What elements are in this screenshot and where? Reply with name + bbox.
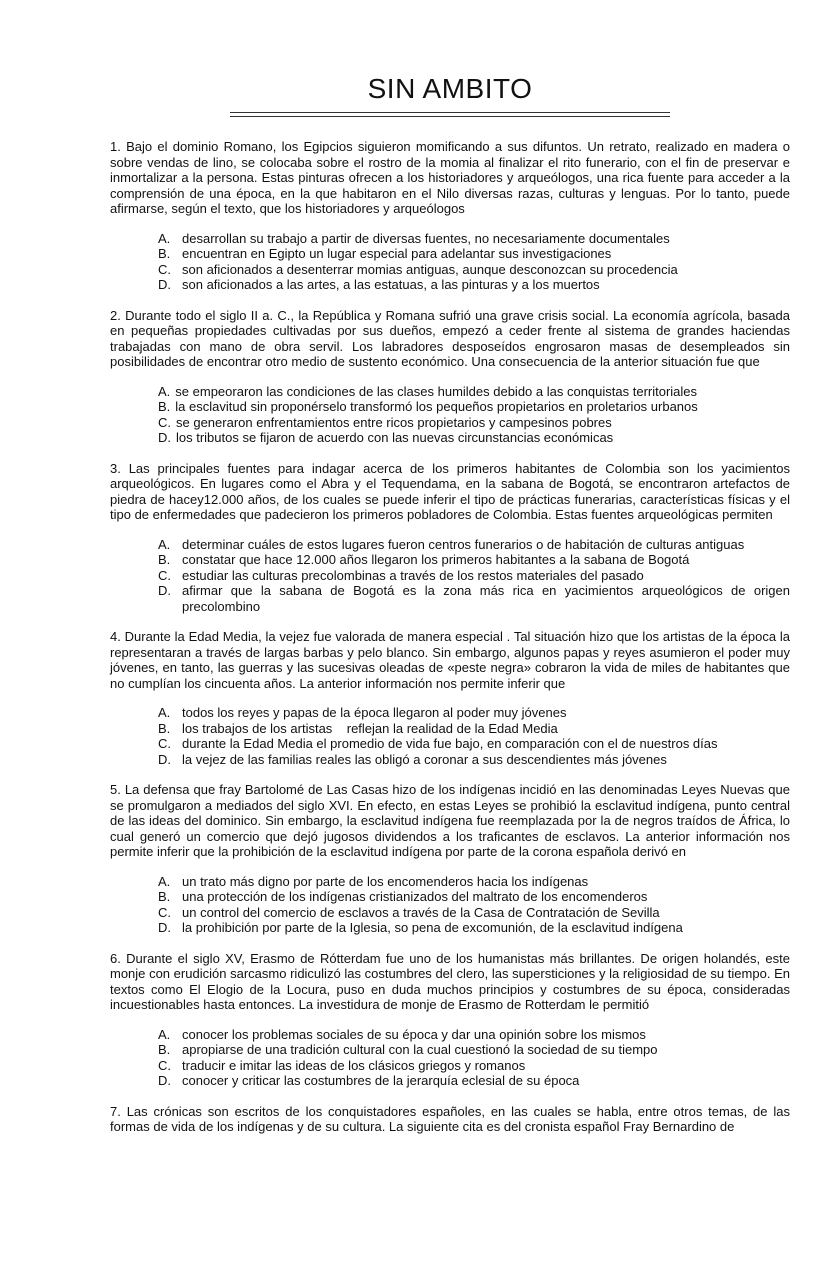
option-letter: D. [158, 1073, 171, 1088]
question-1-text: 1. Bajo el dominio Romano, los Egipcios siguieron momificando a sus difuntos. Un retrato, realizado en madera o sobre vendas de lino, se colocaba sobre el rostro de la momia al finalizar el rito funerario, con el fin de preservar e inmortalizar a la persona. Estas pinturas ofrecen a los historiadores y arqueólogos, una rica fuente para acceder a la comprensión de una época, en la que habitaron en el Nilo diversas razas, culturas y lenguas. Por lo tanto, puede afirmarse, según el texto, que los historiadores y arqueólogos [110, 139, 790, 216]
option-text: constatar que hace 12.000 años llegaron los primeros habitantes a la sabana de Bogotá [182, 552, 690, 567]
option-item[interactable] [158, 705, 790, 721]
option-item[interactable] [158, 1042, 790, 1058]
option-letter: B. [158, 889, 171, 904]
option-text: conocer y criticar las costumbres de la jerarquía eclesial de su época [182, 1073, 580, 1088]
question-3-options [110, 537, 790, 615]
option-letter: A. [158, 230, 171, 246]
option-text: la vejez de las familias reales las obligó a coronar a sus descendientes más jóvenes [182, 751, 667, 767]
page-title: SIN AMBITO [367, 73, 533, 104]
question-5-options [110, 874, 790, 936]
option-text: los tributos se fijaron de acuerdo con las nuevas circunstancias económicas [176, 430, 614, 445]
option-text: la prohibición por parte de la Iglesia, so pena de excomunión, de la esclavitud indígena [182, 920, 683, 935]
option-text: un trato más digno por parte de los encomenderos hacia los indígenas [182, 873, 589, 889]
option-letter: A. [158, 383, 171, 399]
option-text: durante la Edad Media el promedio de vida fue bajo, en comparación con el de nuestros días [182, 736, 718, 751]
option-text: apropiarse de una tradición cultural con la cual cuestionó la sociedad de su tiempo [182, 1042, 658, 1057]
question-6-options [110, 1027, 790, 1089]
question-3-text: 3. Las principales fuentes para indagar acerca de los primeros habitantes de Colombia son los yacimientos arqueológicos. En lugares como el Abra y el Tequendama, en la sabana de Bogotá, se encontraron artefactos de piedra de hacey12.000 años, de los cuales se puede inferir el tipo de prácticas funerarias, características físicas y el tipo de enfermedades que padecieron los primeros pobladores de Colombia. Estas fuentes arqueológicas permiten [110, 460, 790, 522]
option-item[interactable] [158, 905, 790, 921]
option-item[interactable] [158, 568, 790, 584]
question-4-text: 4. Durante la Edad Media, la vejez fue valorada de manera especial . Tal situación hizo que los artistas de la época la representaran a través de largas barbas y pelo blanco. Sin embargo, algunos papas y reyes asumieron el poder muy jóvenes, en tanto, las guerras y las sucesivas oleadas de «peste negra» cobraron la vida de miles de habitantes que no cumplían los cincuenta años. La anterior información nos permite inferir que [110, 629, 790, 691]
option-item[interactable] [158, 874, 790, 890]
option-item[interactable] [158, 262, 790, 278]
option-item[interactable] [158, 537, 790, 553]
option-letter: D. [158, 920, 171, 935]
option-item[interactable] [158, 1027, 790, 1043]
option-letter: A. [158, 873, 171, 889]
option-letter: A. [158, 705, 171, 720]
option-letter: B. [158, 1042, 171, 1057]
option-item[interactable] [158, 583, 790, 614]
option-text: desarrollan su trabajo a partir de diversas fuentes, no necesariamente documentales [182, 230, 670, 246]
option-text: son aficionados a desenterrar momias antiguas, aunque desconozcan su procedencia [182, 261, 678, 277]
option-text: todos los reyes y papas de la época llegaron al poder muy jóvenes [182, 705, 567, 720]
option-item[interactable] [158, 889, 790, 905]
option-text: los trabajos de los artistas reflejan la realidad de la Edad Media [182, 720, 558, 736]
option-letter: B. [158, 552, 171, 567]
option-letter: B. [158, 399, 171, 414]
option-text: estudiar las culturas precolombinas a través de los restos materiales del pasado [182, 567, 644, 583]
option-letter: C. [158, 904, 171, 920]
option-letter: D. [158, 277, 171, 292]
option-letter: A. [158, 536, 171, 552]
option-letter: D. [158, 430, 171, 445]
question-1-options [110, 231, 790, 293]
option-letter: C. [158, 567, 171, 583]
option-item[interactable] [158, 231, 790, 247]
question-7-text: 7. Las crónicas son escritos de los conquistadores españoles, en las cuales se habla, entre otros temas, de las formas de vida de los indígenas y de su cultura. La siguiente cita es del cronista español Fray Bernardino de [110, 1103, 790, 1134]
option-letter: D. [158, 583, 171, 598]
option-text: conocer los problemas sociales de su época y dar una opinión sobre los mismos [182, 1026, 646, 1042]
option-item[interactable] [158, 1058, 790, 1074]
question-5-text: 5. La defensa que fray Bartolomé de Las Casas hizo de los indígenas incidió en las denominadas Leyes Nuevas que se promulgaron a mediados del siglo XVI. En efecto, en estas Leyes se prohibió la esclavitud indígena, punto central de las ideas del dominico. Sin embargo, la esclavitud indígena fue reemplazada por la de negros traídos de África, lo cual generó un comercio que dejó jugosos dividendos a los traficantes de esclavos. La anterior información nos permite inferir que la prohibición de la esclavitud indígena por parte de la corona española derivó en [110, 782, 790, 859]
option-letter: A. [158, 1026, 171, 1042]
option-text: se generaron enfrentamientos entre ricos propietarios y campesinos pobres [176, 414, 612, 430]
option-text: la esclavitud sin proponérselo transformó los pequeños propietarios en proletarios urbanos [175, 399, 698, 414]
option-item[interactable] [158, 552, 790, 568]
option-item[interactable] [158, 920, 790, 936]
option-item[interactable] [158, 721, 790, 737]
option-item[interactable] [158, 736, 790, 752]
option-letter: C. [158, 736, 171, 751]
option-item[interactable] [158, 246, 790, 262]
option-text: traducir e imitar las ideas de los clásicos griegos y romanos [182, 1057, 526, 1073]
option-text: se empeoraron las condiciones de las clases humildes debido a las conquistas territoriales [175, 383, 698, 399]
option-item[interactable] [158, 399, 790, 415]
option-item[interactable] [158, 430, 790, 446]
option-letter: C. [158, 1057, 171, 1073]
option-text: un control del comercio de esclavos a través de la Casa de Contratación de Sevilla [182, 904, 660, 920]
option-letter: C. [158, 414, 171, 430]
option-text: afirmar que la sabana de Bogotá es la zona más rica en yacimientos arqueológicos de origen precolombino [182, 583, 790, 614]
option-text: son aficionados a las artes, a las estatuas, a las pinturas y a los muertos [182, 277, 600, 292]
document-page [110, 72, 790, 1149]
question-4-options [110, 705, 790, 767]
option-letter: B. [158, 720, 171, 736]
option-letter: D. [158, 751, 171, 767]
question-6-text: 6. Durante el siglo XV, Erasmo de Rótterdam fue uno de los humanistas más brillantes. De origen holandés, este monje con erudición sarcasmo ridiculizó las costumbres del clero, las supersticiones y la religiosidad de su tiempo. En textos como El Elogio de la Locura, puso en duda muchos principios y costumbres de su época, consideradas incuestionables hasta entonces. La investidura de monje de Erasmo de Rotterdam le permitió [110, 950, 790, 1012]
option-text: encuentran en Egipto un lugar especial para adelantar sus investigaciones [182, 246, 612, 261]
question-2-text: 2. Durante todo el siglo II a. C., la República y Romana sufrió una grave crisis social. La economía agrícola, basada en pequeñas propiedades cultivadas por sus dueños, empezó a ceder frente al sistema de grandes haciendas trabajadas con mano de obra servil. Los labradores desposeídos engrosaron masas de desempleados sin posibilidades de encontrar otro medio de sustento económico. Una consecuencia de la anterior situación fue que [110, 307, 790, 369]
option-item[interactable] [158, 384, 790, 400]
option-item[interactable] [158, 415, 790, 431]
option-item[interactable] [158, 277, 790, 293]
option-text: una protección de los indígenas cristianizados del maltrato de los encomenderos [182, 889, 648, 904]
option-text: determinar cuáles de estos lugares fueron centros funerarios o de habitación de culturas antiguas [182, 536, 745, 552]
option-letter: B. [158, 246, 171, 261]
option-item[interactable] [158, 1073, 790, 1089]
option-item[interactable] [158, 752, 790, 768]
title-double-rule [230, 112, 670, 117]
question-2-options [110, 384, 790, 446]
option-letter: C. [158, 261, 171, 277]
